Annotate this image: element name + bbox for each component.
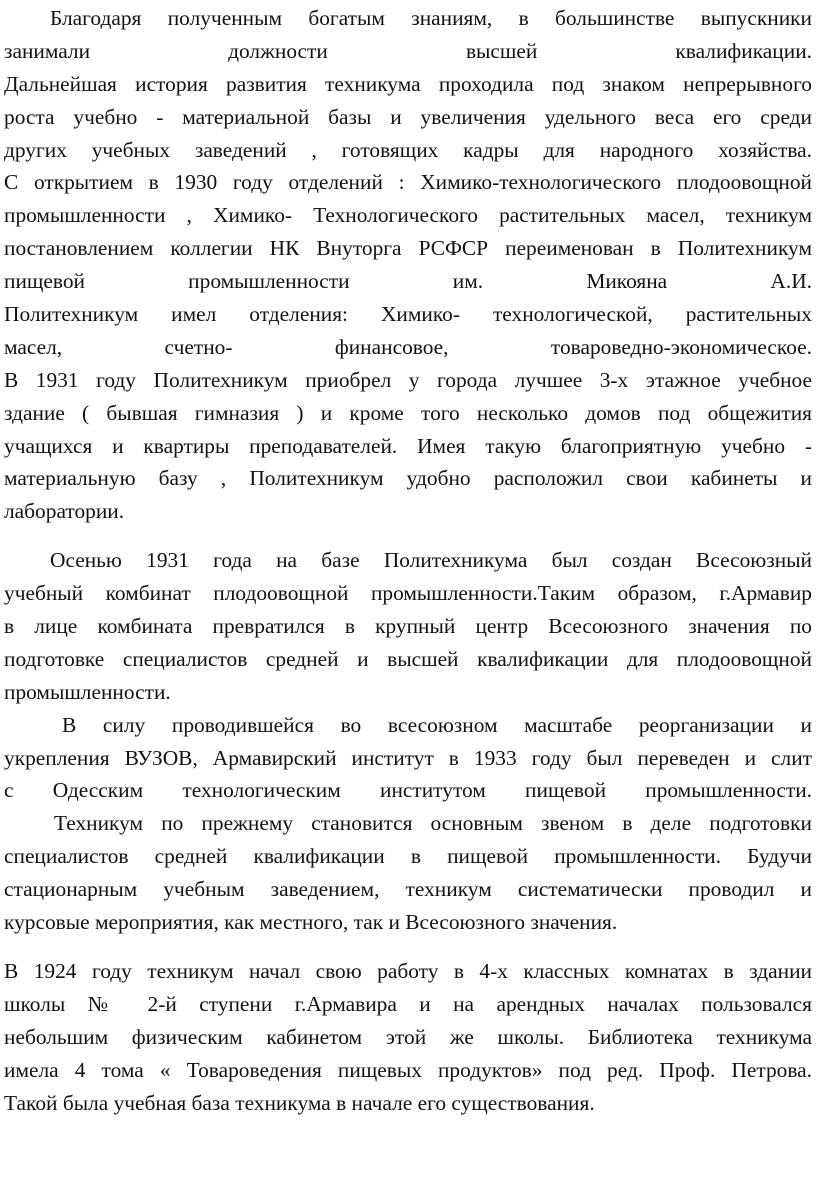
text-line: занимали должности высшей квалификации. xyxy=(4,38,812,63)
text-line: промышленности , Химико- Технологического растительных масел, техникум xyxy=(4,203,812,228)
paragraph-2 xyxy=(4,544,812,708)
text-line: Благодаря полученным богатым знаниям, в большинстве выпускники xyxy=(50,6,812,30)
text-line: Политехникум имел отделения: Химико- технологической, растительных xyxy=(4,302,812,327)
text-line: учебный комбинат плодоовощной промышленности.Таким образом, г.Армавир xyxy=(4,581,812,606)
text-line: с Одесским технологическим институтом пищевой промышленности. xyxy=(4,778,812,803)
text-line: Осенью 1931 года на базе Политехникума был создан Всесоюзный xyxy=(50,548,812,573)
text-line: Такой была учебная база техникума в начале его существования. xyxy=(4,1090,595,1115)
text-line: лаборатории. xyxy=(4,499,125,524)
text-line: С открытием в 1930 году отделений : Химико-технологического плодоовощной xyxy=(4,170,812,195)
text-line: материальную базу , Политехникум удобно расположил свои кабинеты и xyxy=(4,466,812,491)
text-line: школы № 2-й ступени г.Армавира и на арендных началах пользовался xyxy=(4,991,812,1016)
text-line: других учебных заведений , готовящих кадры для народного хозяйства. xyxy=(4,137,812,162)
text-line: здание ( бывшая гимназия ) и кроме того несколько домов под общежития xyxy=(4,400,812,425)
text-line: подготовке специалистов средней и высшей квалификации для плодоовощной xyxy=(4,646,812,671)
paragraph-3 xyxy=(4,709,812,808)
text-line: курсовые мероприятия, как местного, так и Всесоюзного значения. xyxy=(4,910,618,935)
paragraph-gap xyxy=(4,528,812,544)
text-line: в лице комбината превратился в крупный центр Всесоюзного значения по xyxy=(4,614,812,639)
text-line: В силу проводившейся во всесоюзном масштабе реорганизации и xyxy=(62,712,812,737)
text-line: имела 4 тома « Товароведения пищевых продуктов» под ред. Проф. Петрова. xyxy=(4,1057,812,1082)
text-line: постановлением коллегии НК Внуторга РСФСР переименован в Политехникум xyxy=(4,236,812,261)
text-line: учащихся и квартиры преподавателей. Имея такую благоприятную учебно - xyxy=(4,433,812,458)
text-line: масел, счетно- финансовое, товароведно-экономическое. xyxy=(4,334,812,359)
paragraph-gap xyxy=(4,939,812,955)
text-line: роста учебно - материальной базы и увеличения удельного веса его среди xyxy=(4,104,812,129)
text-line: В 1931 году Политехникум приобрел у города лучшее 3-х этажное учебное xyxy=(4,367,812,392)
text-line: стационарным учебным заведением, техникум систематически проводил и xyxy=(4,877,812,902)
text-line: укрепления ВУЗОВ, Армавирский институт в 1933 году был переведен и слит xyxy=(4,745,812,770)
text-line: специалистов средней квалификации в пищевой промышленности. Будучи xyxy=(4,844,812,869)
text-line: промышленности. xyxy=(4,679,171,704)
paragraph-4 xyxy=(4,807,812,939)
text-line: В 1924 году техникум начал свою работу в 4-х классных комнатах в здании xyxy=(4,958,812,983)
text-line: Техникум по прежнему становится основным звеном в деле подготовки xyxy=(54,811,812,836)
paragraph-1 xyxy=(4,2,812,528)
paragraph-5 xyxy=(4,955,812,1119)
text-line: пищевой промышленности им. Микояна А.И. xyxy=(4,269,812,294)
text-line: Дальнейшая история развития техникума проходила под знаком непрерывного xyxy=(4,71,812,96)
text-line: небольшим физическим кабинетом этой же школы. Библиотека техникума xyxy=(4,1024,812,1049)
